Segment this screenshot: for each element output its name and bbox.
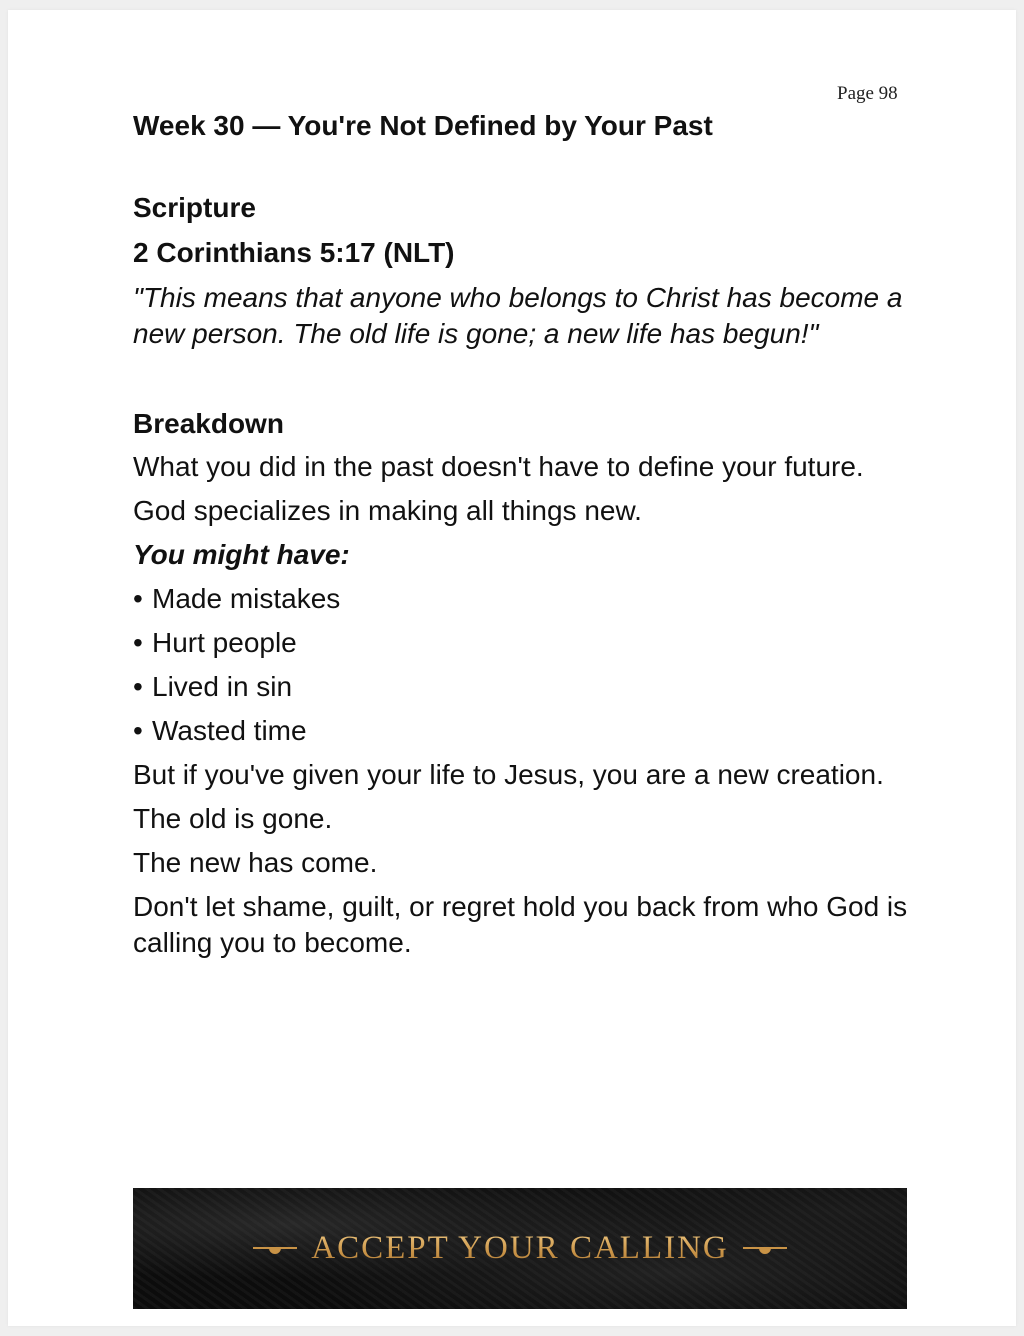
scripture-heading: Scripture [133,192,256,223]
paragraph: But if you've given your life to Jesus, you are a new creation. [133,759,884,790]
list-item [133,669,913,705]
accept-calling-banner [133,1188,907,1309]
list-item [133,625,913,661]
bullet-icon: • [133,715,143,746]
scripture-quote: "This means that anyone who belongs to Christ has become a new person. The old life is gone; a new life has begun!" [133,282,903,349]
scripture-reference: 2 Corinthians 5:17 (NLT) [133,237,455,268]
banner-text: ACCEPT YOUR CALLING [311,1230,729,1266]
list-item-text: Wasted time [152,715,307,746]
document-page [8,10,1016,1326]
paragraph: God specializes in making all things new. [133,495,642,526]
ornament-flourish-icon [253,1242,297,1256]
list-lead: You might have: [133,539,350,570]
bullet-icon: • [133,627,143,658]
list-item [133,713,913,749]
paragraph: The new has come. [133,847,378,878]
list-item-text: Hurt people [152,627,297,658]
paragraph: Don't let shame, guilt, or regret hold you back from who God is calling you to become. [133,891,908,958]
list-item-text: Lived in sin [152,671,293,702]
paragraph: The old is gone. [133,803,333,834]
list-item [133,581,913,617]
page-title: Week 30 — You're Not Defined by Your Past [133,110,713,141]
bullet-icon: • [133,583,143,614]
list-item-text: Made mistakes [152,583,341,614]
bullet-icon: • [133,671,143,702]
page-number: Page 98 [837,83,898,104]
breakdown-heading: Breakdown [133,408,284,439]
ornament-flourish-icon [743,1242,787,1256]
paragraph: What you did in the past doesn't have to define your future. [133,451,864,482]
page-content [133,106,913,961]
